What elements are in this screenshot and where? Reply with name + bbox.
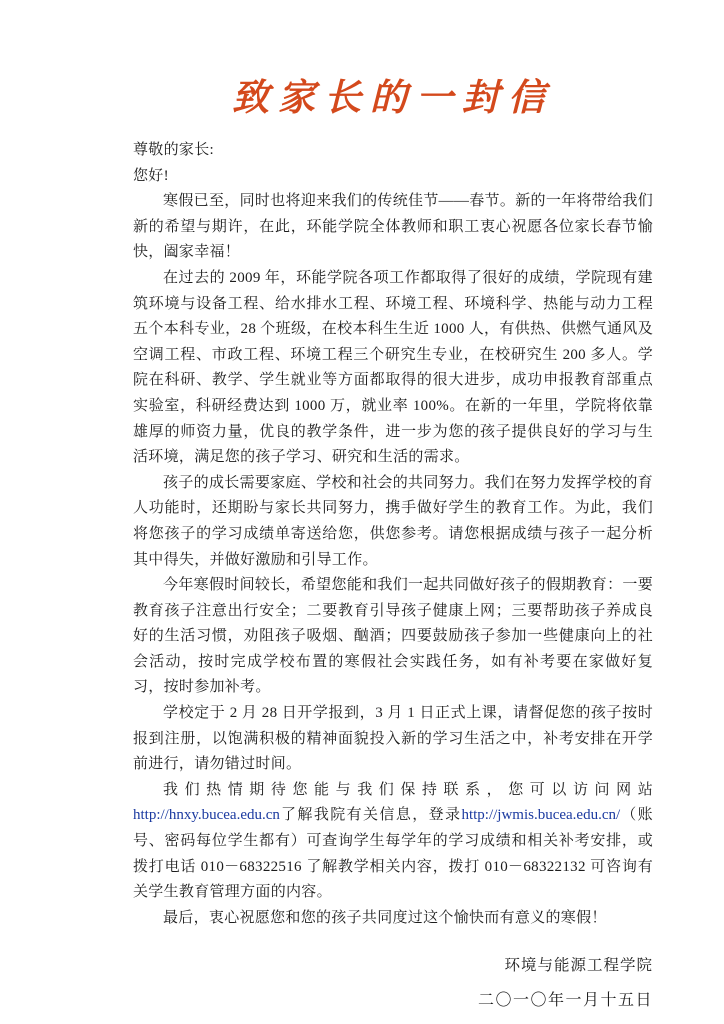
salutation: 尊敬的家长: [133,142,214,158]
paragraph-spring-festival-wishes: 寒假已至，同时也将迎来我们的传统佳节——春节。新的一年将带给我们新的希望与期许，在此，环能学院全体教师和职工衷心祝愿各位家长春节愉快，阖家幸福！ [133,193,653,261]
letter-title: 致家长的一封信 [232,78,554,119]
signature-date: 二〇一〇年一月十五日 [477,992,653,1010]
greeting: 您好! [133,167,169,184]
paragraph-contact-info [133,778,653,906]
letter-body [133,138,653,931]
signature-block [133,953,653,1013]
paragraph-registration-notice: 学校定于 2 月 28 日开学报到，3 月 1 日正式上课，请督促您的孩子按时报到注册，以饱满积极的精神面貌投入新的学习生活之中，补考安排在开学前进行，请勿错过时间。 [133,705,653,773]
jwmis-portal-link[interactable]: http://jwmis.bucea.edu.cn/ [461,807,621,824]
college-website-link[interactable]: http://hnxy.bucea.edu.cn [133,807,280,824]
paragraph-2009-review: 在过去的 2009 年，环能学院各项工作都取得了很好的成绩，学院现有建筑环境与设备工程、给水排水工程、环境工程、环境科学、热能与动力工程五个本科专业，28 个班级，在校本科生生近 1000 人，有供热、供燃气通风及空调工程、市政工程、环境工程三个研究生专业，在校研究生 200 多人。学院在科研、教学、学生就业等方面都取得的很大进步，成功申报教育部重点实验室，科研经费达到 1000 万，就业率 100%。在新的一年里，学院将依靠雄厚的师资力量，优良的教学条件，进一步为您的孩子提供良好的学习与生活环境，满足您的孩子学习、研究和生活的需求。 [133,269,653,466]
contact-text-1: 我们热情期待您能与我们保持联系，您可以访问网站 [163,781,653,798]
paragraph-closing-wish: 最后，衷心祝愿您和您的孩子共同度过这个愉快而有意义的寒假！ [163,909,607,926]
paragraph-holiday-guidance: 今年寒假时间较长，希望您能和我们一起共同做好孩子的假期教育：一要教育孩子注意出行安全；二要教育引导孩子健康上网；三要帮助孩子养成良好的生活习惯，劝阻孩子吸烟、酗酒；四要鼓励孩子参加一些健康向上的社会活动，按时完成学校布置的寒假社会实践任务，如有补考要在家做好复习，按时参加补考。 [133,577,653,696]
contact-text-2: 了解我院有关信息，登录 [279,807,462,824]
signature-college-name: 环境与能源工程学院 [504,957,653,975]
contact-text-3: （账号、密码每位学生都有）可查询学生每学年的学习成绩和相关补考安排，或拨打电话 010－68322516 了解教学相关内容，拨打 010－68322132 可咨询有关学生教育管理方面的内容。 [133,807,653,901]
paragraph-joint-education: 孩子的成长需要家庭、学校和社会的共同努力。我们在努力发挥学校的育人功能时，还期盼与家长共同努力，携手做好学生的教育工作。为此，我们将您孩子的学习成绩单寄送给您，供您参考。请您根据成绩与孩子一起分析其中得失，并做好激励和引导工作。 [133,474,653,568]
